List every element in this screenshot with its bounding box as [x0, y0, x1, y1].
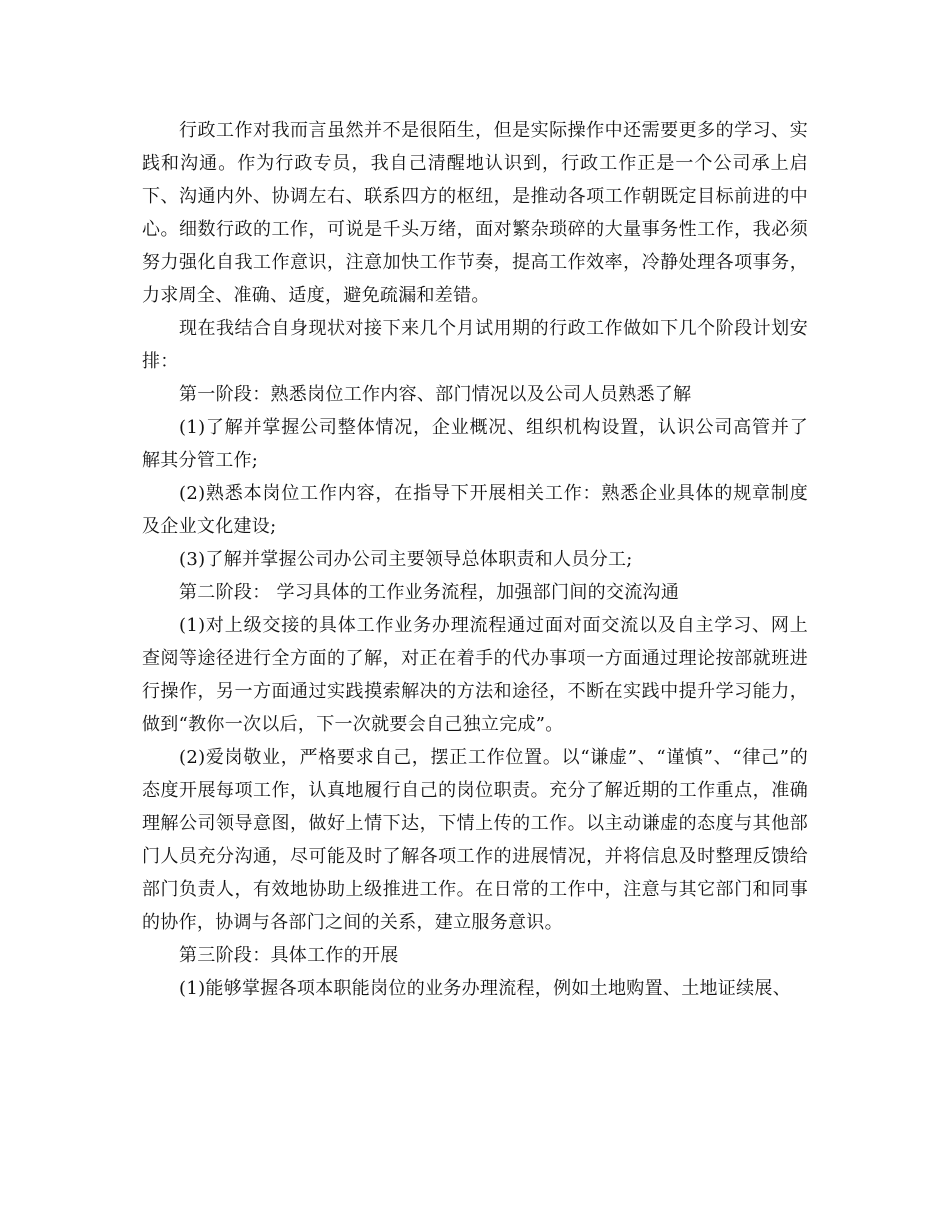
paragraph-plan-intro: 现在我结合自身现状对接下来几个月试用期的行政工作做如下几个阶段计划安排： — [142, 318, 808, 372]
phase-one-item-2: (2)熟悉本岗位工作内容，在指导下开展相关工作：熟悉企业具体的规章制度及企业文化建设; — [142, 483, 808, 537]
phase-two-heading: 第二阶段： 学习具体的工作业务流程，加强部门间的交流沟通 — [179, 582, 680, 603]
phase-one-item-3: (3)了解并掌握公司办公司主要领导总体职责和人员分工; — [179, 549, 633, 570]
document-body — [142, 114, 808, 1005]
phase-two-item-2: (2)爱岗敬业，严格要求自己，摆正工作位置。以“谦虚”、“谨慎”、“律己”的态度开展每项工作，认真地履行自己的岗位职责。充分了解近期的工作重点，准确理解公司领导意图，做好上情下达，下情上传的工作。以主动谦虚的态度与其他部门人员充分沟通，尽可能及时了解各项工作的进展情况，并将信息及时整理反馈给部门负责人，有效地协助上级推进工作。在日常的工作中，注意与其它部门和同事的协作，协调与各部门之间的关系，建立服务意识。 — [142, 747, 808, 933]
phase-three-item-1: (1)能够掌握各项本职能岗位的业务办理流程，例如土地购置、土地证续展、 — [179, 978, 791, 999]
paragraph-intro: 行政工作对我而言虽然并不是很陌生，但是实际操作中还需要更多的学习、实践和沟通。作为行政专员，我自己清醒地认识到，行政工作正是一个公司承上启下、沟通内外、协调左右、联系四方的枢纽，是推动各项工作朝既定目标前进的中心。细数行政的工作，可说是千头万绪，面对繁杂琐碎的大量事务性工作，我必须努力强化自我工作意识，注意加快工作节奏，提高工作效率，冷静处理各项事务，力求周全、准确、适度，避免疏漏和差错。 — [142, 120, 808, 306]
phase-two-item-1: (1)对上级交接的具体工作业务办理流程通过面对面交流以及自主学习、网上查阅等途径进行全方面的了解，对正在着手的代办事项一方面通过理论按部就班进行操作，另一方面通过实践摸索解决的方法和途径，不断在实践中提升学习能力，做到“教你一次以后，下一次就要会自己独立完成”。 — [142, 615, 808, 735]
phase-three-heading: 第三阶段：具体工作的开展 — [179, 945, 399, 966]
phase-one-item-1: (1)了解并掌握公司整体情况，企业概况、组织机构设置，认识公司高管并了解其分管工作; — [142, 417, 808, 471]
phase-one-heading: 第一阶段：熟悉岗位工作内容、部门情况以及公司人员熟悉了解 — [179, 384, 692, 405]
